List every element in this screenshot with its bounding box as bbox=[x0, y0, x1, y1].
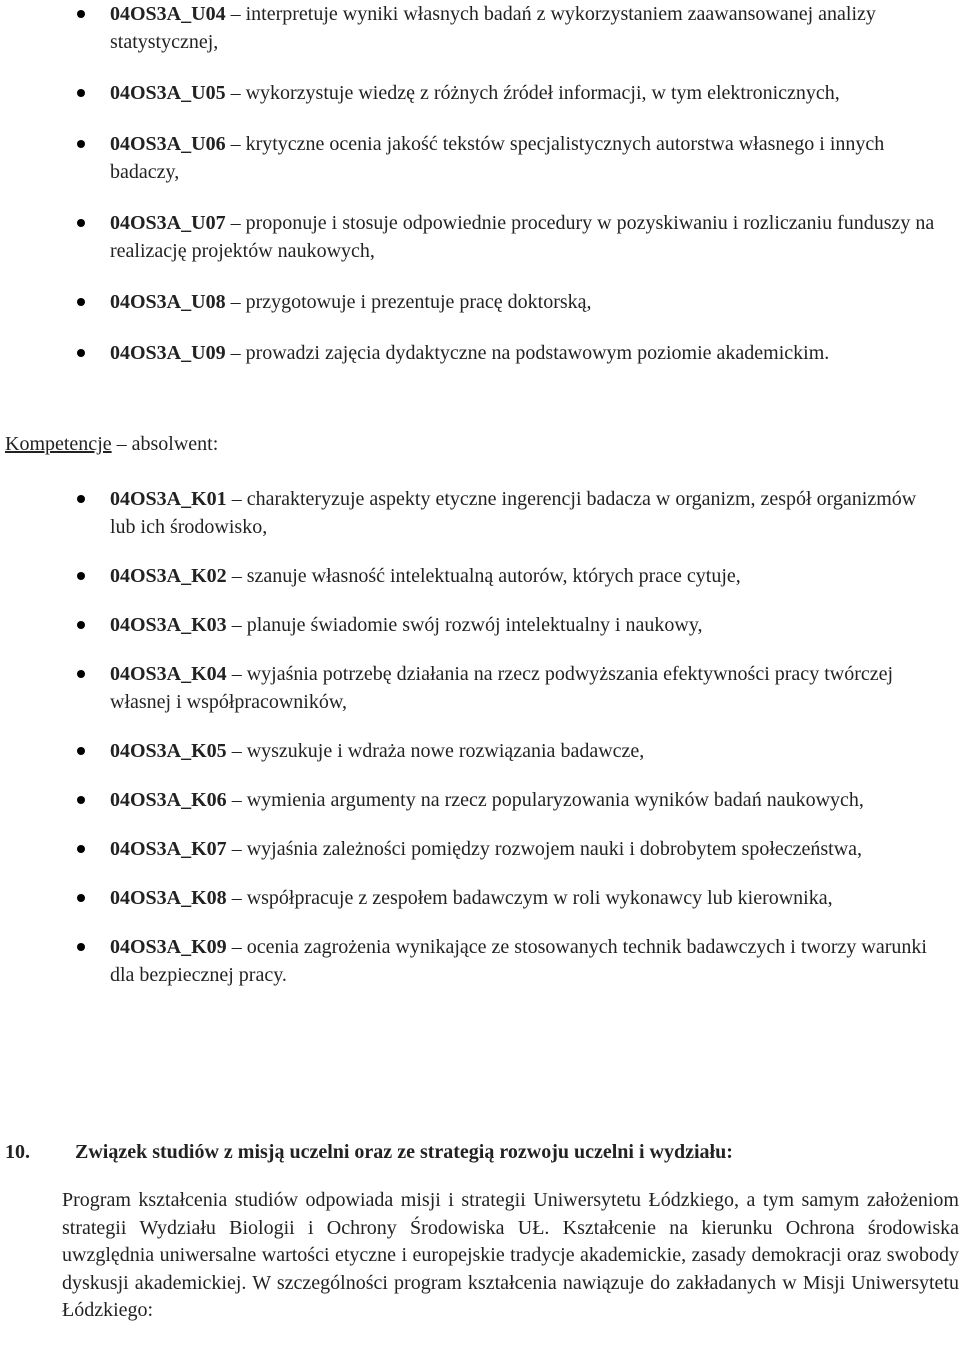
outcome-text: wymienia argumenty na rzecz popularyzowania wyników badań naukowych, bbox=[246, 789, 864, 811]
bullet-icon bbox=[77, 140, 85, 148]
list-item: 04OS3A_U05 – wykorzystuje wiedzę z różnych źródeł informacji, w tym elektronicznych, bbox=[0, 79, 945, 107]
outcome-text: prowadzi zajęcia dydaktyczne na podstawowym poziomie akademickim. bbox=[245, 342, 830, 364]
list-item: 04OS3A_U08 – przygotowuje i prezentuje pracę doktorską, bbox=[0, 288, 945, 316]
bullet-icon bbox=[77, 943, 85, 951]
outcome-code: 04OS3A_U09 bbox=[110, 342, 226, 364]
list-item: 04OS3A_K06 – wymienia argumenty na rzecz popularyzowania wyników badań naukowych, bbox=[0, 786, 945, 814]
bullet-icon bbox=[77, 894, 85, 902]
outcome-code: 04OS3A_U04 bbox=[110, 3, 226, 25]
outcome-text: ocenia zagrożenia wynikające ze stosowanych technik badawczych i tworzy warunki dla bezpiecznej pracy. bbox=[110, 936, 927, 986]
bullet-icon bbox=[77, 796, 85, 804]
outcome-code: 04OS3A_U08 bbox=[110, 291, 226, 313]
competence-heading-suffix: absolwent: bbox=[131, 433, 219, 455]
section-body: Program kształcenia studiów odpowiada misji i strategii Uniwersytetu Łódzkiego, a tym samym założeniom strategii Wydziału Biologii i Ochrony Środowiska UŁ. Kształcenie na kierunku Ochrona środowiska uwzględnia uniwersalne wartości etyczne i europejskie tradycje akademickie, zasady demokracji oraz swobody dyskusji akademickiej. W szczególności program kształcenia nawiązuje do zakładanych w Misji Uniwersytetu Łódzkiego: bbox=[62, 1189, 959, 1321]
list-item: 04OS3A_K07 – wyjaśnia zależności pomiędzy rozwojem nauki i dobrobytem społeczeństwa, bbox=[0, 835, 945, 863]
outcome-text: wykorzystuje wiedzę z różnych źródeł informacji, w tym elektronicznych, bbox=[245, 82, 840, 104]
bullet-icon bbox=[77, 349, 85, 357]
outcome-code: 04OS3A_K03 bbox=[110, 614, 227, 636]
outcome-code: 04OS3A_U05 bbox=[110, 82, 226, 104]
outcome-text: krytyczne ocenia jakość tekstów specjalistycznych autorstwa własnego i innych badaczy, bbox=[110, 133, 885, 183]
outcome-text: wyjaśnia zależności pomiędzy rozwojem nauki i dobrobytem społeczeństwa, bbox=[246, 838, 863, 860]
competence-list bbox=[0, 485, 945, 989]
bullet-icon bbox=[77, 219, 85, 227]
list-item: 04OS3A_K01 – charakteryzuje aspekty etyczne ingerencji badacza w organizm, zespół organizmów lub ich środowisko, bbox=[0, 485, 945, 541]
section-title bbox=[5, 1138, 955, 1166]
bullet-icon bbox=[77, 10, 85, 18]
outcome-code: 04OS3A_K04 bbox=[110, 663, 227, 685]
outcome-text: wyjaśnia potrzebę działania na rzecz podwyższania efektywności pracy twórczej własnej i współpracowników, bbox=[110, 663, 894, 713]
list-item: 04OS3A_K05 – wyszukuje i wdraża nowe rozwiązania badawcze, bbox=[0, 737, 945, 765]
list-item: 04OS3A_K09 – ocenia zagrożenia wynikające ze stosowanych technik badawczych i tworzy warunki dla bezpiecznej pracy. bbox=[0, 933, 945, 989]
skills-list bbox=[0, 0, 945, 367]
list-item: 04OS3A_U07 – proponuje i stosuje odpowiednie procedury w pozyskiwaniu i rozliczaniu funduszy na realizację projektów naukowych, bbox=[0, 209, 945, 265]
bullet-icon bbox=[77, 670, 85, 678]
outcome-text: planuje świadomie swój rozwój intelektualny i naukowy, bbox=[246, 614, 703, 636]
outcome-text: interpretuje wyniki własnych badań z wykorzystaniem zaawansowanej analizy statystycznej, bbox=[110, 3, 876, 53]
outcome-code: 04OS3A_U07 bbox=[110, 212, 226, 234]
outcome-text: wyszukuje i wdraża nowe rozwiązania badawcze, bbox=[246, 740, 645, 762]
outcome-code: 04OS3A_K01 bbox=[110, 488, 227, 510]
bullet-icon bbox=[77, 572, 85, 580]
list-item: 04OS3A_K03 – planuje świadomie swój rozwój intelektualny i naukowy, bbox=[0, 611, 945, 639]
outcome-text: współpracuje z zespołem badawczym w roli wykonawcy lub kierownika, bbox=[246, 887, 833, 909]
list-item: 04OS3A_U09 – prowadzi zajęcia dydaktyczne na podstawowym poziomie akademickim. bbox=[0, 339, 945, 367]
bullet-icon bbox=[77, 495, 85, 503]
outcome-code: 04OS3A_K02 bbox=[110, 565, 227, 587]
bullet-icon bbox=[77, 845, 85, 853]
outcome-text: przygotowuje i prezentuje pracę doktorską, bbox=[245, 291, 592, 313]
outcome-code: 04OS3A_K07 bbox=[110, 838, 227, 860]
bullet-icon bbox=[77, 747, 85, 755]
outcome-code: 04OS3A_K06 bbox=[110, 789, 227, 811]
outcome-text: szanuje własność intelektualną autorów, których prace cytuje, bbox=[246, 565, 741, 587]
outcome-code: 04OS3A_U06 bbox=[110, 133, 226, 155]
outcome-code: 04OS3A_K08 bbox=[110, 887, 227, 909]
outcome-code: 04OS3A_K09 bbox=[110, 936, 227, 958]
section-number: 10. bbox=[5, 1141, 30, 1163]
competence-heading: Kompetencje – absolwent: bbox=[5, 433, 219, 455]
list-item: 04OS3A_U04 – interpretuje wyniki własnych badań z wykorzystaniem zaawansowanej analizy statystycznej, bbox=[0, 0, 945, 56]
competence-heading-label: Kompetencje bbox=[5, 433, 112, 455]
section-title-text: Związek studiów z misją uczelni oraz ze strategią rozwoju uczelni i wydziału: bbox=[75, 1141, 733, 1163]
bullet-icon bbox=[77, 621, 85, 629]
list-item: 04OS3A_U06 – krytyczne ocenia jakość tekstów specjalistycznych autorstwa własnego i innych badaczy, bbox=[0, 130, 945, 186]
bullet-icon bbox=[77, 89, 85, 97]
outcome-text: charakteryzuje aspekty etyczne ingerencji badacza w organizm, zespół organizmów lub ich środowisko, bbox=[110, 488, 917, 538]
list-item: 04OS3A_K04 – wyjaśnia potrzebę działania na rzecz podwyższania efektywności pracy twórczej własnej i współpracowników, bbox=[0, 660, 945, 716]
outcome-text: proponuje i stosuje odpowiednie procedury w pozyskiwaniu i rozliczaniu funduszy na realizację projektów naukowych, bbox=[110, 212, 935, 262]
list-item: 04OS3A_K08 – współpracuje z zespołem badawczym w roli wykonawcy lub kierownika, bbox=[0, 884, 945, 912]
bullet-icon bbox=[77, 298, 85, 306]
outcome-code: 04OS3A_K05 bbox=[110, 740, 227, 762]
list-item: 04OS3A_K02 – szanuje własność intelektualną autorów, których prace cytuje, bbox=[0, 562, 945, 590]
